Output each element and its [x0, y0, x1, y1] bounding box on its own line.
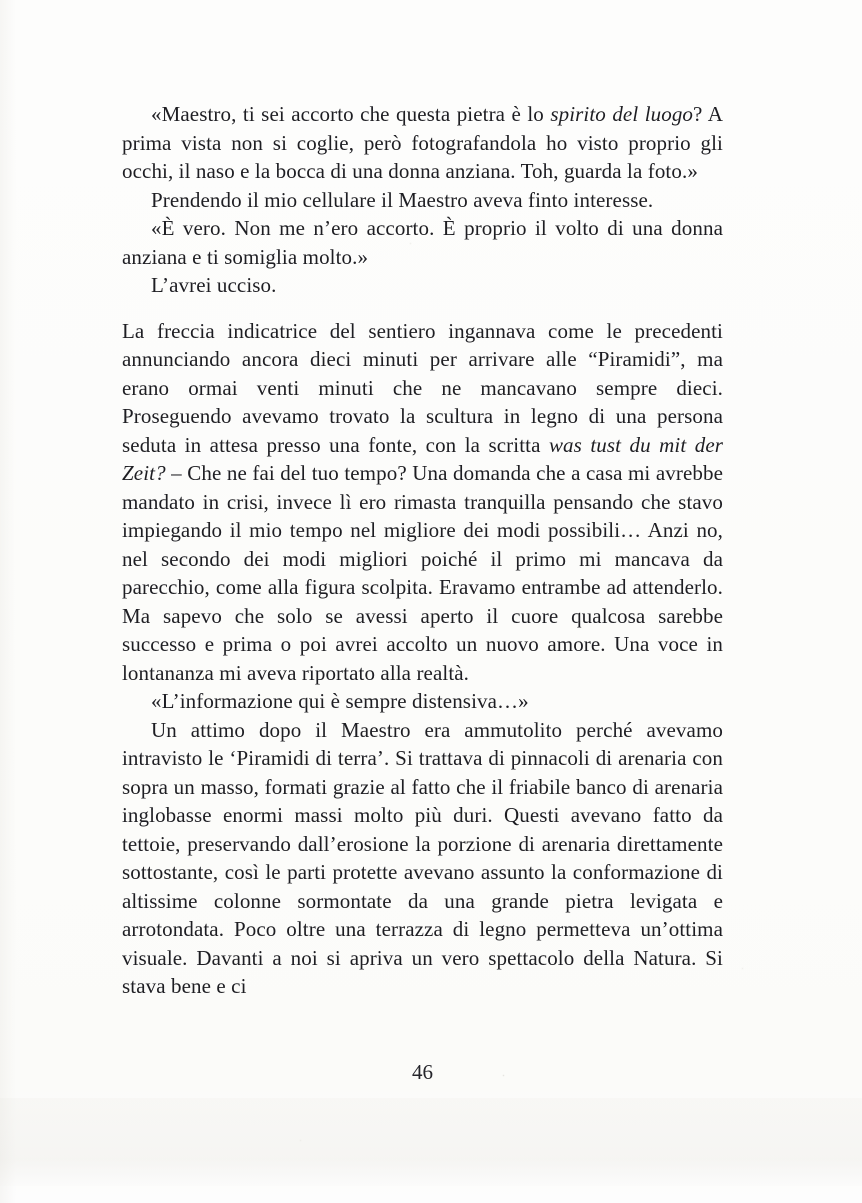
scan-speckles: [0, 0, 1, 1]
scan-texture-band: [0, 1098, 862, 1186]
text-block: [122, 100, 723, 1001]
text-run: «È vero. Non me n’ero accorto. È proprio il volto di una donna anziana e ti somiglia molto.»: [122, 216, 723, 269]
text-run: Prendendo il mio cellulare il Maestro aveva finto interesse.: [151, 187, 654, 212]
paragraph: [122, 100, 723, 186]
scan-edge-shade: [0, 0, 16, 1203]
text-run: «L’informazione qui è sempre distensiva…»: [151, 689, 529, 713]
text-run: ? A prima vista non si coglie, però fotografandola ho visto proprio gli occhi, il naso e la bocca di una donna anziana. Toh, guarda la foto.»: [122, 102, 724, 183]
page-number: 46: [412, 1060, 433, 1084]
paragraph: [122, 317, 723, 688]
italic-text-run: spirito del luogo: [550, 102, 694, 126]
text-run: L’avrei ucciso.: [151, 273, 277, 297]
paragraph: [122, 214, 723, 271]
paragraph: [122, 186, 723, 215]
italic-text-run: was tust du mit der Zeit?: [122, 432, 724, 485]
text-run: Un attimo dopo il Maestro era ammutolito perché avevamo intravisto le ‘Piramidi di terra’. Si trattava di pinnacoli di arenaria con sopra un masso, formati grazie al fatto che il friabile banco di arenaria inglobasse enormi massi molto più duri. Questi avevano fatto da tettoie, preservando dall’erosione la porzione di arenaria direttamente sottostante, così le parti protette avevano assunto la conformazione di altissime colonne sormontate da una grande pietra levigata e arrotondata. Poco oltre una terrazza di legno permetteva un’ottima visuale. Davanti a noi si apriva un vero spettacolo della Natura. Si stava bene e ci: [122, 717, 723, 998]
text-run: «Maestro, ti sei accorto che questa pietra è lo: [151, 102, 551, 126]
paragraph: [122, 687, 723, 716]
text-run: – Che ne fai del tuo tempo? Una domanda che a casa mi avrebbe mandato in crisi, invece lì ero rimasta tranquilla pensando che stavo impiegando il mio tempo nel migliore dei modi possibili… Anzi no, nel secondo dei modi migliori poiché il primo mi mancava da parecchio, come alla figura scolpita. Eravamo entrambe ad attenderlo. Ma sapevo che solo se avessi aperto il cuore qualcosa sarebbe successo e prima o poi avrei accolto un nuovo amore. Una voce in lontananza mi aveva riportato alla realtà.: [122, 461, 723, 685]
paragraph: [122, 716, 723, 1001]
paragraph: [122, 271, 723, 300]
text-run: La freccia indicatrice del sentiero ingannava come le precedenti annunciando ancora dieci minuti per arrivare alle “Piramidi”, ma erano ormai venti minuti che ne mancavano sempre dieci. Proseguendo avevamo trovato la scultura in legno di una persona seduta in attesa presso una fonte, con la scritta: [122, 318, 723, 457]
